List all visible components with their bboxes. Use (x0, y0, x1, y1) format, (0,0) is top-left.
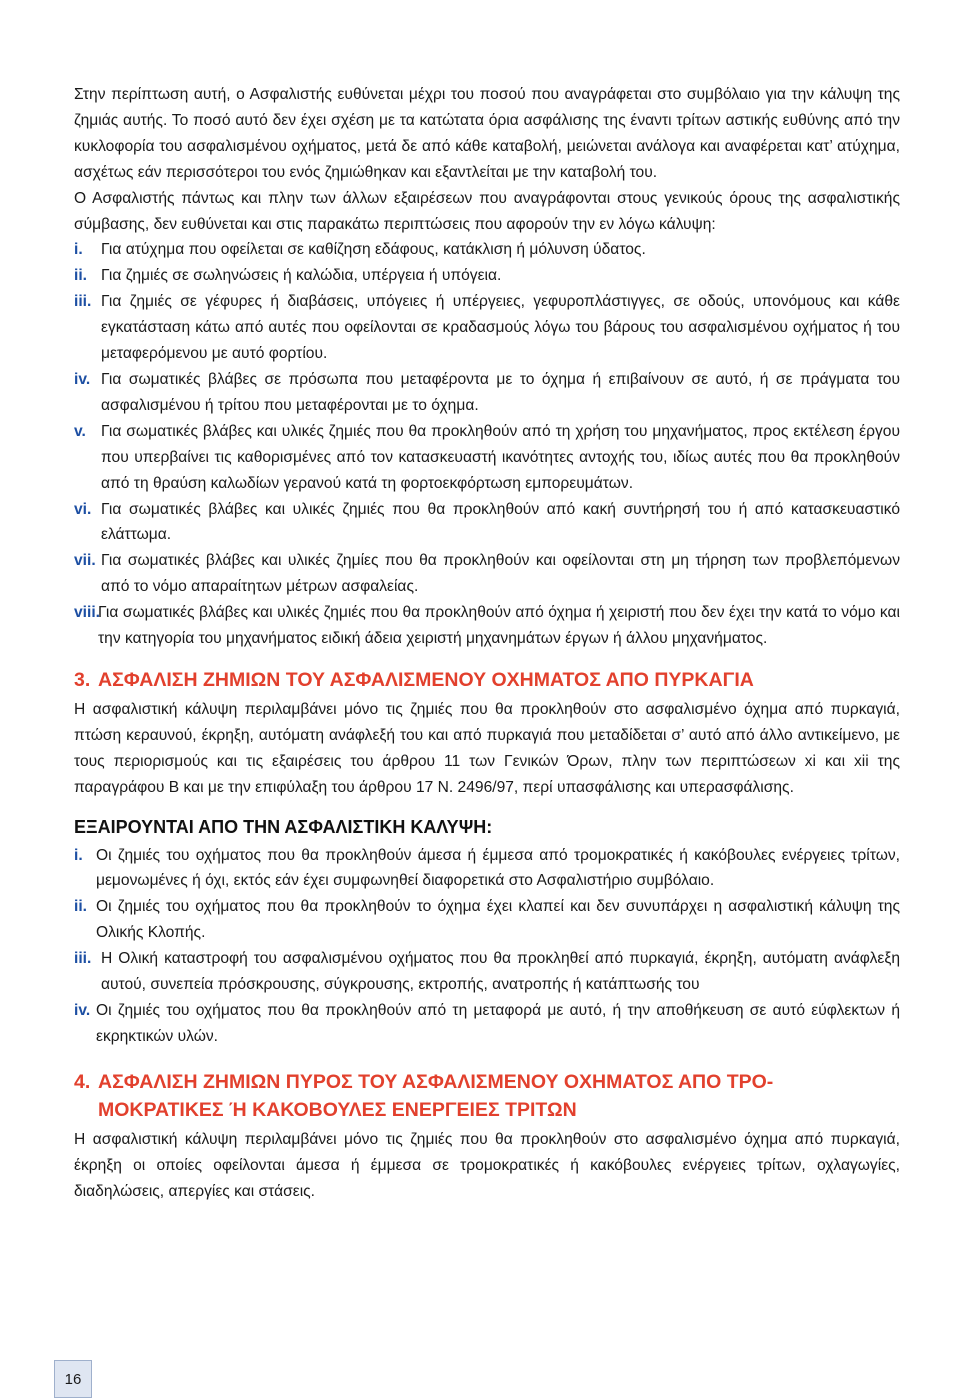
list-text: Οι ζημιές του οχήματος που θα προκληθούν από τη μεταφορά με αυτό, ή την αποθήκευση σε αυτό εύφλεκτων ή εκρηκτικών υλών. (96, 1002, 900, 1045)
section-4-body: Η ασφαλιστική κάλυψη περιλαμβάνει μόνο τις ζημιές που θα προκληθούν στο ασφαλισμένο όχημα από πυρκαγιά, έκρηξη οι οποίες οφείλονται άμεσα ή έμμεσα σε τρομοκρατικές ή κακόβουλες ενέργειες τρίτων, οχλαγωγίες, διαδηλώσεις, απεργίες και στάσεις. (74, 1130, 900, 1200)
list-text: Οι ζημιές του οχήματος που θα προκληθούν άμεσα ή έμμεσα από τρομοκρατικές ή κακόβουλες ενέργειες τρίτων, μεμονωμένες ή όχι, εκτός εάν έχει συμφωνηθεί διαφορετικά στο Ασφαλιστήριο συμβόλαιο. (96, 846, 900, 890)
list-text: Η Ολική καταστροφή του ασφαλισμένου οχήματος που θα προκληθεί από πυρκαγιά, έκρηξη, αυτόματη ανάφλεξη αυτού, συνεπεία πρόσκρουσης, σύγκρουσης, εκτροπής, ανατροπής ή κατάπτωσής του (101, 950, 900, 994)
exclusions-list (74, 843, 900, 1050)
list-number: iv. (74, 1002, 91, 1019)
list-item (74, 894, 900, 946)
exception-list (74, 237, 900, 652)
intro-paragraph-2: Ο Ασφαλιστής πάντως και πλην των άλλων εξαιρέσεων που αναγράφονται στους γενικούς όρους της ασφαλιστικής σύμβασης, δεν ευθύνεται και στις παρακάτω περιπτώσεις που αφορούν την εν λόγω κάλυψη: (74, 189, 900, 233)
list-number: vii. (74, 552, 96, 570)
section-title-continued: ΜΟΚΡΑΤΙΚΕΣ Ή ΚΑΚΟΒΟΥΛΕΣ ΕΝΕΡΓΕΙΕΣ ΤΡΙΤΩΝ (98, 1098, 577, 1121)
list-item (74, 263, 900, 289)
list-text: Για σωματικές βλάβες και υλικές ζημιές που θα προκληθούν από κακή συντήρησή του ή από κατασκευαστικό ελάττωμα. (101, 500, 900, 544)
list-text: Για σωματικές βλάβες και υλικές ζημιές που θα προκληθούν από όχημα ή χειριστή που δεν έχει την κατά το νόμο και την κατηγορία του μηχανήματος ειδική άδεια χειριστή μηχανημάτων έργων ή άλλου μηχανήματος. (98, 604, 900, 648)
list-number: vi. (74, 500, 92, 518)
list-item (74, 367, 900, 419)
list-text: Για ζημιές σε γέφυρες ή διαβάσεις, υπόγειες ή υπέργειες, γεφυροπλάστιγγες, σε οδούς, υπονόμους και κάθε εγκατάσταση κάτω από αυτές που οφείλονται σε κραδασμούς λόγω του βάρους του ασφαλισμένου οχήματος ή του μεταφερόμενου με αυτό φορτίου. (101, 293, 900, 363)
page-number: 16 (54, 1360, 92, 1398)
section-number: 3. (74, 668, 91, 691)
section-title: ΑΣΦΑΛΙΣΗ ΖΗΜΙΩΝ ΤΟΥ ΑΣΦΑΛΙΣΜΕΝΟΥ ΟΧΗΜΑΤΟΣ ΑΠΟ ΠΥΡΚΑΓΙΑ (98, 668, 754, 691)
list-text: Για ατύχημα που οφείλεται σε καθίζηση εδάφους, κατάκλιση ή μόλυνση ύδατος. (101, 241, 646, 259)
list-item (74, 237, 900, 263)
list-number: viii. (74, 604, 101, 622)
list-text: Οι ζημιές του οχήματος που θα προκληθούν το όχημα έχει κλαπεί και δεν συνυπάρχει η ασφαλιστική κάλυψη της Ολικής Κλοπής. (96, 898, 900, 942)
list-text: Για σωματικές βλάβες και υλικές ζημιές που θα προκληθούν από τη χρήση του μηχανήματος, προς εκτέλεση έργου που υπερβαίνει τις καθορισμένες από τον κατασκευαστή ικανότητες αντοχής του, ιδίως αυτές που θα προκληθούν από τη θραύση καλωδίων γερανού κατά τη φορτοεκφόρτωση εμπορευμάτων. (101, 422, 900, 492)
list-item (74, 289, 900, 367)
list-text: Για σωματικές βλάβες σε πρόσωπα που μεταφέροντα με το όχημα ή επιβαίνουν σε αυτό, ή σε πράγματα του ασφαλισμένου ή τρίτου που μεταφέρονται με το όχημα. (101, 370, 900, 414)
list-number: i. (74, 846, 83, 864)
list-item (74, 946, 900, 998)
section-title: ΑΣΦΑΛΙΣΗ ΖΗΜΙΩΝ ΠΥΡΟΣ ΤΟΥ ΑΣΦΑΛΙΣΜΕΝΟΥ ΟΧΗΜΑΤΟΣ ΑΠΟ ΤΡΟ- (98, 1070, 774, 1093)
list-number: v. (74, 422, 86, 440)
exclusions-heading: ΕΞΑΙΡΟΥΝΤΑΙ ΑΠΟ ΤΗΝ ΑΣΦΑΛΙΣΤΙΚΗ ΚΑΛΥΨΗ: (74, 816, 493, 837)
list-item (74, 843, 900, 895)
list-item (74, 419, 900, 497)
list-number: iii. (74, 293, 92, 311)
list-item (74, 497, 900, 549)
section-4-heading (74, 1068, 900, 1124)
list-number: ii. (74, 267, 87, 285)
list-item (74, 600, 900, 652)
list-item (74, 548, 900, 600)
intro-paragraph-1: Στην περίπτωση αυτή, ο Ασφαλιστής ευθύνεται μέχρι του ποσού που αναγράφεται στο συμβόλαιο για την κάλυψη της ζημιάς αυτής. Το ποσό αυτό δεν έχει σχέση με τα κατώτατα όρια ασφάλισης της έναντι τρίτων αστικής ευθύνης από την κυκλοφορία του ασφαλισμένου οχήματος, μετά δε από κάθε καταβολή, μειώνεται ανάλογα και αναφέρεται κατ’ ατύχημα, ασχέτως εάν περισσότεροι του ενός ζημιώθηκαν και εξαντλείται με την καταβολή του. (74, 86, 900, 181)
list-item (74, 998, 900, 1050)
section-3-heading (74, 666, 900, 694)
list-number: i. (74, 241, 83, 259)
section-3-body: Η ασφαλιστική κάλυψη περιλαμβάνει μόνο τις ζημιές που θα προκληθούν στο ασφαλισμένο όχημα από πυρκαγιά, πτώση κεραυνού, έκρηξη, αυτόματη ανάφλεξή του και από πυρκαγιά που μεταδίδεται σ’ αυτό από άλλο αντικείμενο, με τους περιορισμούς και τις εξαιρέσεις του άρθρου 11 των Γενικών Όρων, πλην των περιπτώσεων xi και xii της παραγράφου Β και με την επιφύλαξη του άρθρου 17 Ν. 2496/97, περί υπασφάλισης και υπερασφάλισης. (74, 700, 900, 796)
list-text: Για σωματικές βλάβες και υλικές ζημίες που θα προκληθούν και οφείλονται στη μη τήρηση των προβλεπόμενων από το νόμο απαραίτητων μέτρων ασφαλείας. (101, 552, 900, 596)
list-number: iii. (74, 950, 92, 968)
document-page (74, 82, 900, 1205)
section-number: 4. (74, 1070, 91, 1093)
list-text: Για ζημιές σε σωληνώσεις ή καλώδια, υπέργεια ή υπόγεια. (101, 267, 502, 285)
list-number: iv. (74, 370, 91, 388)
list-number: ii. (74, 898, 87, 916)
